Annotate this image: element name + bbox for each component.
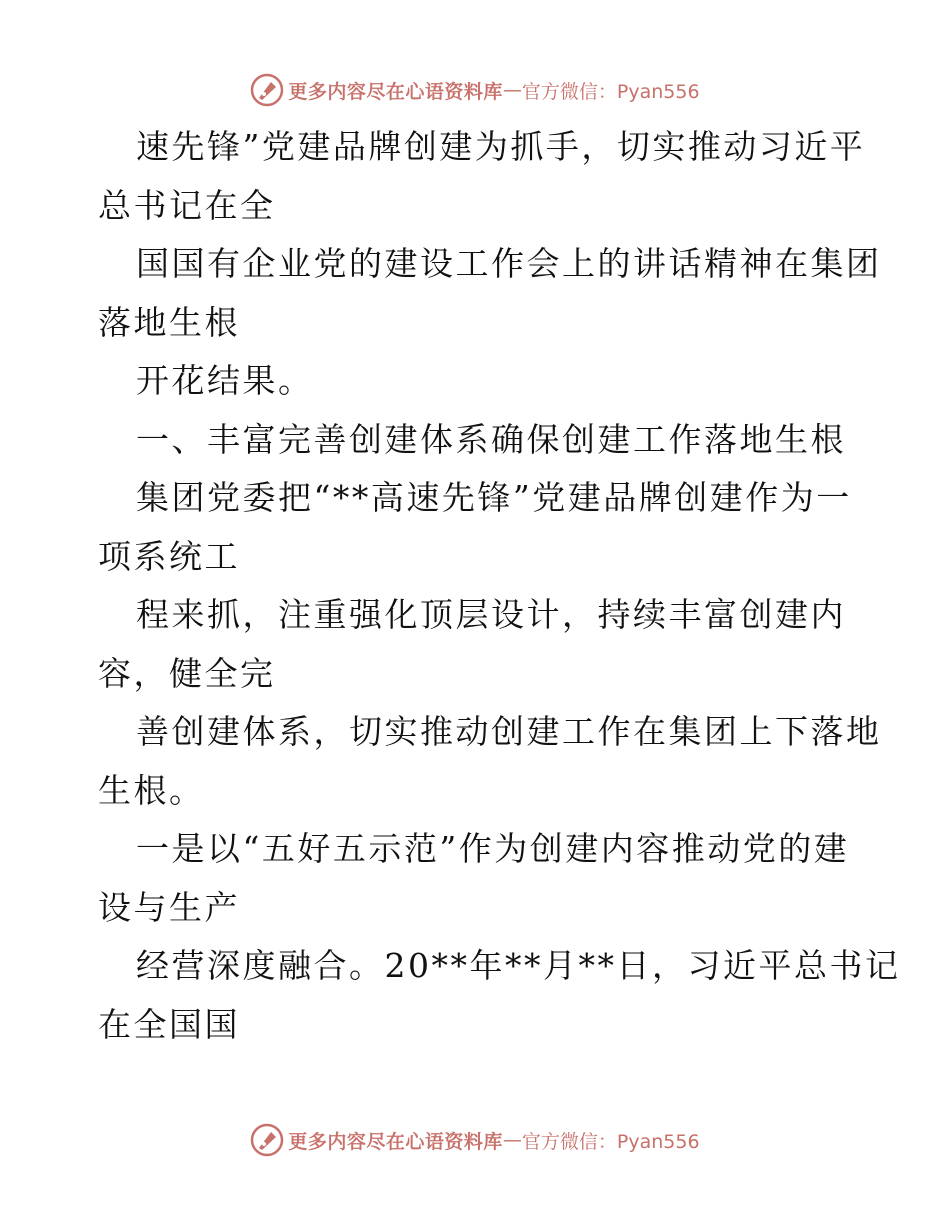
text-line: 设与生产 [98,887,240,927]
pen-nib-logo-icon [250,73,284,107]
text-line: 速先锋”党建品牌创建为抓手，切实推动习近平 [136,127,866,166]
banner-dash: — [502,1129,522,1151]
pen-nib-logo-icon [250,1123,284,1157]
banner-title: 更多内容尽在心语资料库 [288,1130,503,1153]
text-line: 一是以“五好五示范”作为创建内容推动党的建 [136,829,850,868]
text-line: 总书记在全 [98,185,276,225]
text-line: 项系统工 [98,536,240,576]
text-line: 善创建体系，切实推动创建工作在集团上下落地 [136,712,882,751]
text-line: 容，健全完 [98,653,276,693]
footer-banner [0,1120,950,1160]
text-line: 落地生根 [98,302,240,342]
text-line: 国国有企业党的建设工作会上的讲话精神在集团 [136,244,882,283]
text-line: 程来抓，注重强化顶层设计，持续丰富创建内 [136,595,846,634]
header-banner [0,70,950,110]
banner-contact: 官方微信：Pyan556 [521,80,700,103]
text-line: 生根。 [98,770,205,810]
document-body [98,118,901,1054]
text-line: 集团党委把“**高速先锋”党建品牌创建作为一 [136,478,852,517]
banner-contact: 官方微信：Pyan556 [521,1130,700,1153]
banner-title: 更多内容尽在心语资料库 [288,80,503,103]
text-line: 开花结果。 [136,361,314,400]
text-line: 经营深度融合。20**年**月**日，习近平总书记 [136,946,901,985]
text-line: 在全国国 [98,1004,240,1044]
section-heading: 一、丰富完善创建体系确保创建工作落地生根 [136,419,846,459]
banner-dash: — [502,79,522,101]
